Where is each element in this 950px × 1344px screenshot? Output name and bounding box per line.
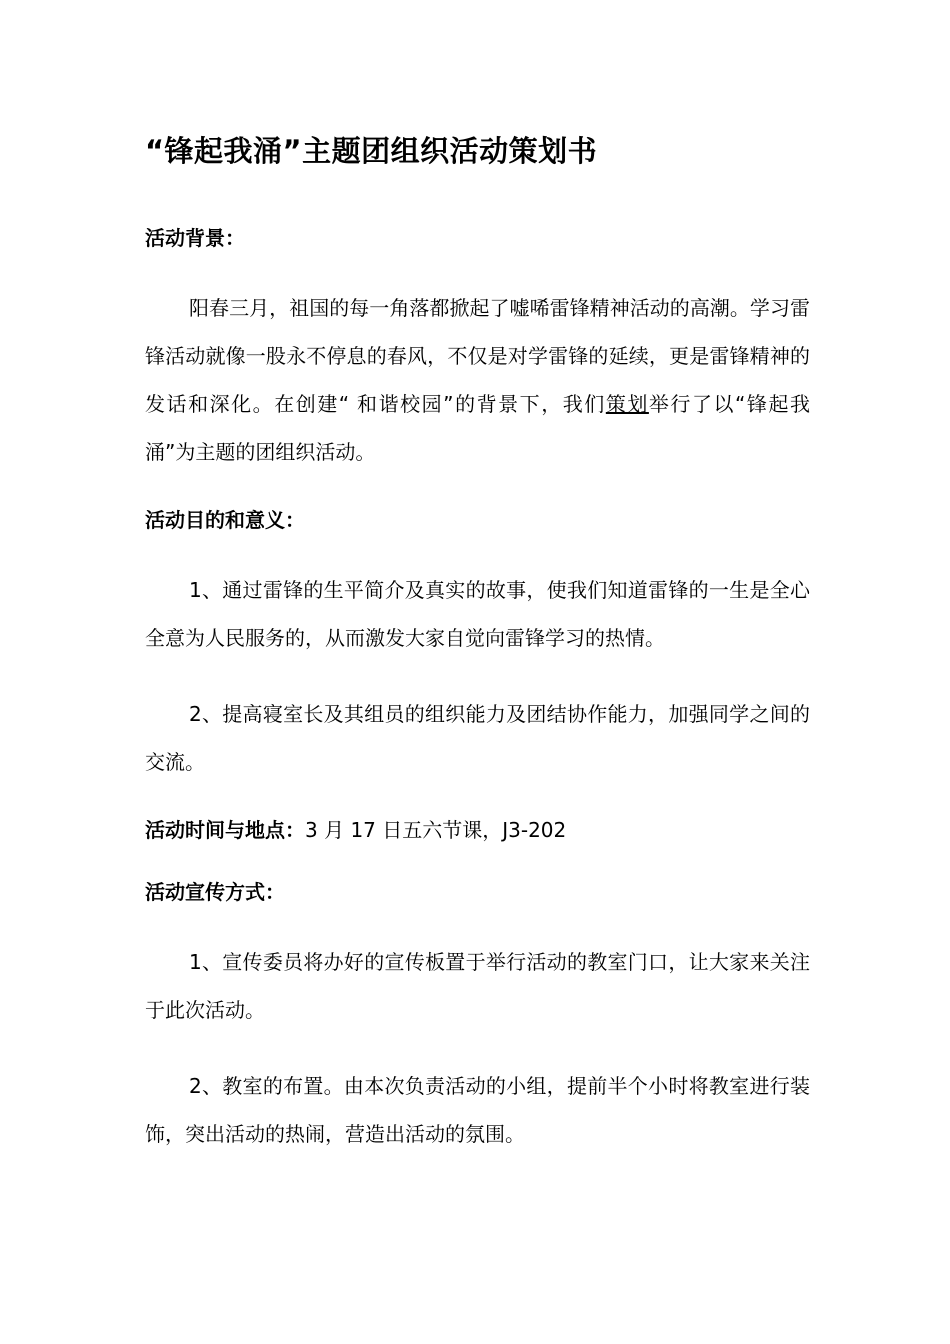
publicity-item-2: 2、教室的布置。由本次负责活动的小组，提前半个小时将教室进行装饰，突出活动的热闹，营造出活动的氛围。 bbox=[145, 1074, 810, 1146]
underlined-word: 策划 bbox=[605, 392, 649, 416]
section-heading-time-place bbox=[145, 814, 810, 846]
section-heading-background: 活动背景： bbox=[145, 226, 245, 250]
document-content bbox=[145, 128, 810, 1186]
purpose-item-1: 1、通过雷锋的生平简介及真实的故事，使我们知道雷锋的一生是全心全意为人民服务的，从而激发大家自觉向雷锋学习的热情。 bbox=[145, 578, 810, 650]
document-title: “锋起我涌”主题团组织活动策划书 bbox=[145, 134, 598, 168]
section-heading-purpose: 活动目的和意义： bbox=[145, 508, 305, 532]
background-text-before: 阳春三月，祖国的每一角落都掀起了嘘唏雷锋精神活动的高潮。学习雷锋活动就像一股永不停息的春风，不仅是对学雷锋的延续，更是雷锋精神的发话和深化。在创建“ 和谐校园”的背景下，我们 bbox=[145, 296, 810, 416]
purpose-item-2: 2、提高寝室长及其组员的组织能力及团结协作能力，加强同学之间的交流。 bbox=[145, 702, 810, 774]
background-paragraph bbox=[145, 284, 810, 476]
time-place-label: 活动时间与地点： bbox=[145, 818, 305, 842]
section-heading-publicity: 活动宣传方式： bbox=[145, 880, 285, 904]
background-text-after: 举行了以“锋起我涌”为主题的团组织活动。 bbox=[145, 392, 810, 464]
time-place-value: 3 月 17 日五六节课，J3-202 bbox=[305, 818, 567, 842]
publicity-item-1: 1、宣传委员将办好的宣传板置于举行活动的教室门口，让大家来关注于此次活动。 bbox=[145, 950, 810, 1022]
